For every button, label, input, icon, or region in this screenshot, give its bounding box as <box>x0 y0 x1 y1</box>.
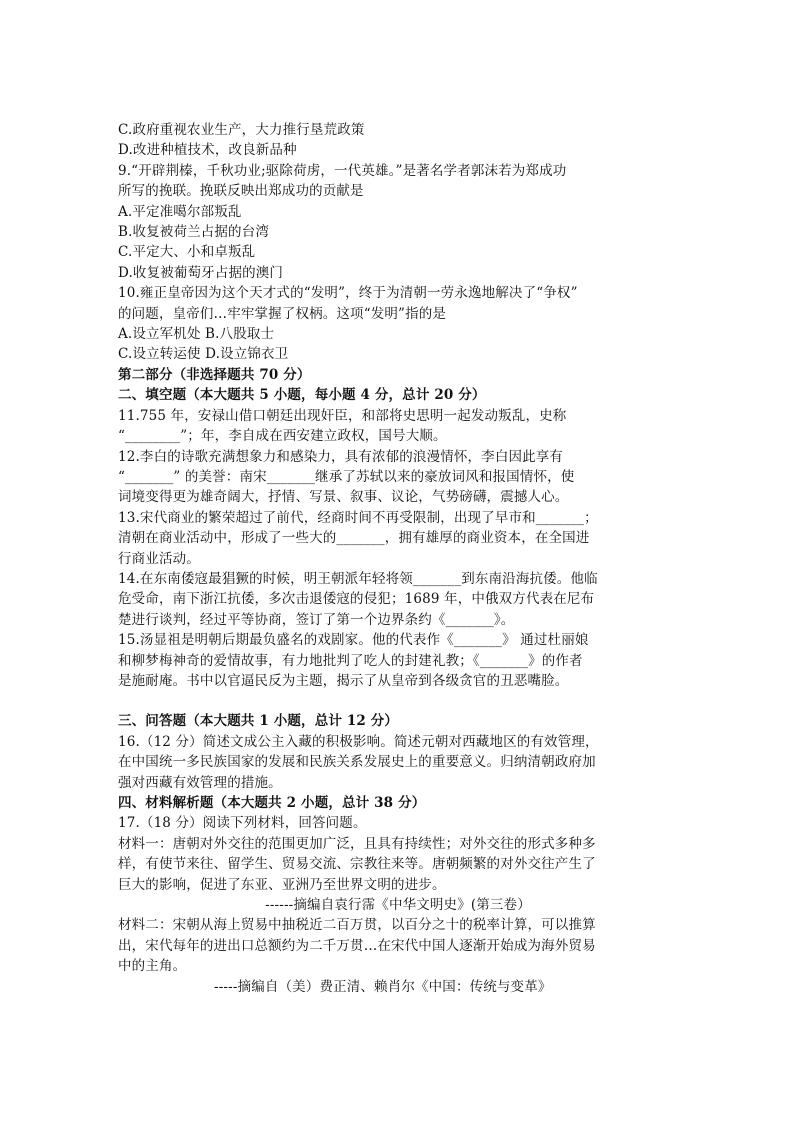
q12-line: “_______” 的美誉：南宋_______继承了苏轼以来的豪放词风和报国情怀，使 <box>118 468 575 485</box>
q16-line: 强对西藏有效管理的措施。 <box>118 774 282 791</box>
q10-options-ab: A.设立军机处 B.八股取士 <box>118 326 275 343</box>
section-fill-in-blanks <box>118 385 678 691</box>
q17-stem: 17.（18 分）阅读下列材料，回答问题。 <box>118 815 367 832</box>
section-2-heading: 二、填空题（本大题共 5 小题，每小题 4 分，总计 20 分） <box>118 387 486 404</box>
question-9 <box>118 161 678 283</box>
q15-line: 15.汤显祖是明朝后期最负盛名的戏剧家。他的代表作《_______》 通过杜丽娘 <box>118 632 589 649</box>
q14-line: 14.在东南倭寇最猖獗的时候，明王朝派年轻将领_______到东南沿海抗倭。他临 <box>118 570 598 587</box>
q15-line: 和柳梦梅神奇的爱情故事，有力地批判了吃人的封建礼教；《_______》的作者 <box>118 652 583 669</box>
material-2-line: 材料二：宋朝从海上贸易中抽税近二百万贯，以百分之十的税率计算，可以推算 <box>118 917 596 934</box>
material-1-line: 巨大的影响，促进了东亚、亚洲乃至世界文明的进步。 <box>118 876 446 893</box>
q12-line: 词境变得更为雄奇阔大，抒情、写景、叙事、议论，气势磅礴，震撼人心。 <box>118 489 569 506</box>
q9-stem-line: 所写的挽联。挽联反映出郑成功的贡献是 <box>118 183 364 200</box>
exam-page <box>118 120 678 997</box>
q16-line: 16.（12 分）简述文成公主入藏的积极影响。简述元朝对西藏地区的有效管理， <box>118 733 599 750</box>
q13-line: 行商业活动。 <box>118 550 200 567</box>
question-10 <box>118 283 678 365</box>
part-2-heading: 第二部分（非选择题共 70 分） <box>118 366 311 383</box>
section-spacer <box>118 691 678 711</box>
q10-options-cd: C.设立转运使 D.设立锦衣卫 <box>118 346 289 363</box>
q10-stem-line: 10.雍正皇帝因为这个天才式的“发明”，终于为清朝一劳永逸地解决了“争权” <box>118 285 578 302</box>
q14-line: 楚进行谈判，经过平等协商，签订了第一个边界条约《_______》。 <box>118 611 515 628</box>
q13-line: 清朝在商业活动中，形成了一些大的_______，拥有雄厚的商业资本，在全国进 <box>118 530 590 547</box>
q14-line: 危受命，南下浙江抗倭，多次击退倭寇的侵犯；1689 年，中俄双方代表在尼布 <box>118 591 595 608</box>
q16-line: 在中国统一多民族国家的发展和民族关系发展史上的重要意义。归纳清朝政府加 <box>118 754 596 771</box>
section-3-heading: 三、问答题（本大题共 1 小题，总计 12 分） <box>118 713 399 730</box>
material-1-line: 材料一：唐朝对外交往的范围更加广泛，且具有持续性；对外交往的形式多种多 <box>118 835 596 852</box>
material-2-line: 中的主角。 <box>118 958 187 975</box>
q9-option-a: A.平定准噶尔部叛乱 <box>118 203 242 220</box>
q10-stem-line: 的问题，皇帝们…牢牢掌握了权柄。这项“发明”指的是 <box>118 305 447 322</box>
material-2-line: 出，宋代每年的进出口总额约为二千万贯…在宋代中国人逐渐开始成为海外贸易 <box>118 937 596 954</box>
q13-line: 13.宋代商业的繁荣超过了前代，经商时间不再受限制，出现了早市和_______； <box>118 509 598 526</box>
q11-line: “________”；年，李自成在西安建立政权，国号大顺。 <box>118 428 447 445</box>
material-2-source: -----摘编自（美）费正清、赖肖尔《中国：传统与变革》 <box>214 978 552 995</box>
section-4-heading: 四、材料解析题（本大题共 2 小题，总计 38 分） <box>118 795 426 811</box>
section-material-analysis <box>118 793 678 997</box>
q15-line: 是施耐庵。书中以官逼民反为主题，揭示了从皇帝到各级贪官的丑恶嘴脸。 <box>118 672 569 689</box>
q8-option-c: C.政府重视农业生产，大力推行垦荒政策 <box>118 122 365 138</box>
q9-stem-line: 9.“开辟荆榛，千秋功业;驱除荷虏，一代英雄。”是著名学者郭沫若为郑成功 <box>118 162 567 179</box>
material-1-line: 样，有使节来往、留学生、贸易交流、宗教往来等。唐朝频繁的对外交往产生了 <box>118 856 596 873</box>
question-8-options <box>118 120 678 161</box>
material-1-source: ------摘编自袁行霈《中华文明史》(第三卷） <box>265 897 531 914</box>
q11-line: 11.755 年，安禄山借口朝廷出现奸臣，和部将史思明一起发动叛乱，史称 <box>118 407 567 424</box>
q9-option-c: C.平定大、小和卓叛乱 <box>118 244 256 261</box>
q9-option-d: D.收复被葡萄牙占据的澳门 <box>118 264 284 281</box>
section-short-answer <box>118 711 678 793</box>
q12-line: 12.李白的诗歌充满想象力和感染力，具有浓郁的浪漫情怀，李白因此享有 <box>118 448 564 465</box>
q8-option-d: D.改进种植技术，改良新品种 <box>118 142 297 159</box>
q9-option-b: B.收复被荷兰占据的台湾 <box>118 224 270 241</box>
